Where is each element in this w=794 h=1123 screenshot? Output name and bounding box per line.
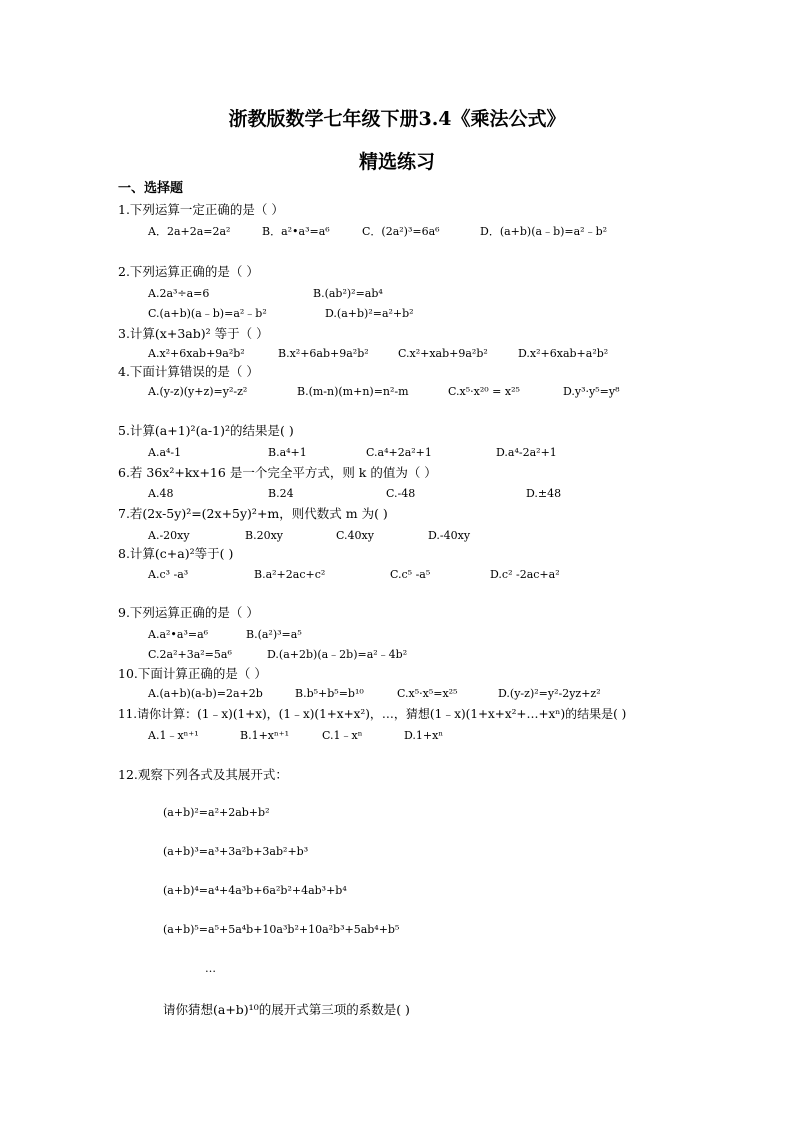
question-2-option-d: D.(a+b)²=a²+b² <box>325 307 414 320</box>
question-1-option-d: D．(a+b)(a﹣b)=a²﹣b² <box>480 225 608 238</box>
question-5-option-a: A.a⁴-1 <box>148 446 182 459</box>
question-10-option-b: B.b⁵+b⁵=b¹⁰ <box>295 687 364 700</box>
question-3-option-a: A.x²+6xab+9a²b² <box>148 347 245 360</box>
question-5-stem: 5.计算(a+1)²(a-1)²的结果是( ) <box>118 423 294 438</box>
question-12-stem: 12.观察下列各式及其展开式： <box>118 767 288 782</box>
section-heading: 一、选择题 <box>118 181 184 196</box>
question-2-option-a: A.2a³÷a=6 <box>148 287 210 300</box>
question-6-option-a: A.48 <box>148 487 174 500</box>
question-7-option-a: A.-20xy <box>148 529 190 542</box>
question-10-option-d: D.(y-z)²=y²-2yz+z² <box>498 687 601 700</box>
question-7-option-c: C.40xy <box>336 529 374 542</box>
question-5-option-d: D.a⁴-2a²+1 <box>496 446 557 459</box>
question-9-option-a: A.a²•a³=a⁶ <box>148 628 209 641</box>
expansion-line: (a+b)³=a³+3a²b+3ab²+b³ <box>163 845 309 858</box>
question-11-stem: 11.请你计算：(1﹣x)(1+x)，(1﹣x)(1+x+x²)，…，猜想(1﹣x)(1+x+x²+…+xⁿ)的结果是( ) <box>118 707 627 721</box>
question-4-option-d: D.y³·y⁵=y⁸ <box>563 385 620 398</box>
question-8-stem: 8.计算(c+a)²等于( ) <box>118 546 234 561</box>
question-11-option-a: A.1﹣xⁿ⁺¹ <box>148 729 199 742</box>
question-12-tail: 请你猜想(a+b)¹⁰的展开式第三项的系数是( ) <box>163 1002 410 1017</box>
question-1-stem: 1.下列运算一定正确的是（ ） <box>118 202 284 217</box>
question-7-option-d: D.-40xy <box>428 529 471 542</box>
question-3-option-d: D.x²+6xab+a²b² <box>518 347 609 360</box>
question-11-option-c: C.1﹣xⁿ <box>322 729 363 742</box>
question-2-stem: 2.下列运算正确的是（ ） <box>118 264 259 279</box>
question-1-option-a: A．2a+2a=2a² <box>148 225 231 238</box>
question-5-option-b: B.a⁴+1 <box>268 446 307 459</box>
question-3-option-b: B.x²+6ab+9a²b² <box>278 347 369 360</box>
question-2-option-c: C.(a+b)(a﹣b)=a²﹣b² <box>148 307 267 320</box>
question-4-option-c: C.x⁵·x²⁰ = x²⁵ <box>448 385 520 398</box>
question-8-option-a: A.c³ -a³ <box>148 568 189 581</box>
question-9-option-c: C.2a²+3a²=5a⁶ <box>148 648 232 661</box>
question-9-option-b: B.(a²)³=a⁵ <box>246 628 302 641</box>
question-2-option-b: B.(ab²)²=ab⁴ <box>313 287 383 300</box>
page-subtitle: 精选练习 <box>358 151 435 173</box>
question-8-option-c: C.c⁵ -a⁵ <box>390 568 431 581</box>
question-10-option-c: C.x⁵·x⁵=x²⁵ <box>397 687 458 700</box>
page-title: 浙教版数学七年级下册3.4《乘法公式》 <box>228 108 566 130</box>
question-6-stem: 6.若 36x²+kx+16 是一个完全平方式，则 k 的值为（ ） <box>118 465 437 480</box>
expansion-line: (a+b)⁵=a⁵+5a⁴b+10a³b²+10a²b³+5ab⁴+b⁵ <box>163 923 400 936</box>
question-4-stem: 4.下面计算错误的是（ ） <box>118 364 259 379</box>
question-3-stem: 3.计算(x+3ab)² 等于（ ） <box>118 326 269 341</box>
question-4-option-a: A.(y-z)(y+z)=y²-z² <box>148 385 248 398</box>
question-3-option-c: C.x²+xab+9a²b² <box>398 347 488 360</box>
question-4-option-b: B.(m-n)(m+n)=n²-m <box>297 385 409 398</box>
question-11-option-b: B.1+xⁿ⁺¹ <box>240 729 289 742</box>
question-10-stem: 10.下面计算正确的是（ ） <box>118 666 267 681</box>
question-6-option-b: B.24 <box>268 487 294 500</box>
question-7-option-b: B.20xy <box>245 529 283 542</box>
question-11-option-d: D.1+xⁿ <box>404 729 444 742</box>
question-7-stem: 7.若(2x-5y)²=(2x+5y)²+m，则代数式 m 为( ) <box>118 506 388 521</box>
ellipsis: … <box>205 962 216 975</box>
question-8-option-b: B.a²+2ac+c² <box>254 568 326 581</box>
question-9-stem: 9.下列运算正确的是（ ） <box>118 605 259 620</box>
question-1-option-b: B．a²•a³=a⁶ <box>262 225 330 238</box>
question-8-option-d: D.c² -2ac+a² <box>490 568 560 581</box>
question-5-option-c: C.a⁴+2a²+1 <box>366 446 432 459</box>
expansion-line: (a+b)⁴=a⁴+4a³b+6a²b²+4ab³+b⁴ <box>163 884 347 897</box>
expansion-line: (a+b)²=a²+2ab+b² <box>163 806 270 819</box>
question-6-option-c: C.-48 <box>386 487 416 500</box>
question-6-option-d: D.±48 <box>526 487 562 500</box>
question-10-option-a: A.(a+b)(a-b)=2a+2b <box>148 687 263 700</box>
question-9-option-d: D.(a+2b)(a﹣2b)=a²﹣4b² <box>267 648 408 661</box>
question-1-option-c: C．(2a²)³=6a⁶ <box>362 225 440 238</box>
